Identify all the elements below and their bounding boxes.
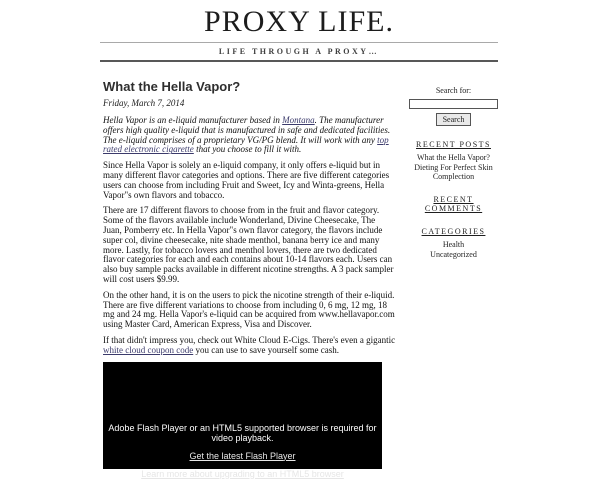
whitecloud-text-2: you can use to save yourself some cash.	[193, 344, 339, 355]
sidebar-post-link-hella-vapor[interactable]: What the Hella Vapor?	[417, 153, 490, 162]
site-header	[100, 5, 498, 62]
post-title: What the Hella Vapor?	[103, 79, 241, 94]
categories-heading: CATEGORIES	[421, 227, 486, 236]
site-tagline: LIFE THROUGH A PROXY…	[218, 47, 380, 56]
paragraph-intro	[103, 116, 396, 155]
montana-link[interactable]: Montana	[282, 115, 315, 125]
category-link-health[interactable]: Health	[442, 240, 465, 249]
recent-comments-widget	[409, 195, 498, 213]
category-link-uncategorized[interactable]: Uncategorized	[430, 250, 477, 259]
site-title: PROXY LIFE.	[204, 5, 394, 38]
page	[100, 5, 498, 479]
electronic-cigarette-link[interactable]: top rated electronic cigarette	[103, 134, 389, 155]
paragraph-nicotine: On the other hand, it is on the users to pick the nicotine strength of their e-liquid. There are five different variations to choose from including 0, 6 mg, 12 mg, 18 mg and 24 mg. Hella Vapor's e-liquid can be acquired from www.hellavapor.com using Master Card, American Express, Visa and Discover.	[103, 289, 395, 330]
sidebar	[409, 79, 498, 469]
intro-text-3: that you choose to fill it with.	[193, 144, 302, 155]
categories-widget	[409, 227, 498, 259]
search-label: Search for:	[435, 86, 472, 95]
recent-posts-widget	[409, 140, 498, 181]
intro-text-2: . The manufacturer offers high quality e-liquid that is manufactured in safe and dedicated facilities. The e-liquid comprises of a proprietary VG/PG blend. It will work with any	[103, 115, 391, 145]
header-divider-top	[100, 42, 498, 43]
paragraph-whitecloud	[103, 336, 396, 356]
post-date: Friday, March 7, 2014	[103, 98, 185, 108]
white-cloud-coupon-link[interactable]: white cloud coupon code	[103, 344, 194, 355]
get-flash-player-link[interactable]: Get the latest Flash Player	[189, 450, 296, 461]
paragraph-flavors-detail: There are 17 different flavors to choose from in the fruit and flavor category. Some of the flavors available include Wonderland, Divine Cheesecake, The Juan, Pomberry etc. In Hella Vapor"s own flavor category, the flavors include super col, divine cheesecake, nite shade menthol, banana berry ice and many more. Lastly, for tobacco lovers and menthol lovers, there are two dedicated flavor categories for each and each contains about 10-14 flavors each. Users can also buy sample packs available in different nicotine strengths. A 3 pack sampler will cost users $9.99.	[103, 205, 394, 284]
video-error-message: Adobe Flash Player or an HTML5 supported browser is required for video playback.	[108, 422, 377, 443]
search-input[interactable]	[409, 99, 498, 109]
content-area	[100, 79, 498, 479]
header-divider-bottom	[100, 60, 498, 62]
search-button[interactable]: Search	[436, 113, 472, 126]
post-article	[100, 79, 396, 479]
recent-posts-heading: RECENT POSTS	[416, 140, 491, 149]
search-widget	[409, 86, 498, 126]
paragraph-flavor-categories: Since Hella Vapor is solely an e-liquid company, it only offers e-liquid but in many different flavor categories and options. There are five different categories users can choose from including Fruit and Sweet, Icy and Winta-greens, Hella Vapor"s own flavors and tobacco.	[103, 160, 390, 200]
whitecloud-text-1: If that didn't impress you, check out White Cloud E-Cigs. There's even a gigantic	[103, 334, 396, 345]
recent-comments-heading: RECENT COMMENTS	[424, 195, 483, 213]
intro-text-1: Hella Vapor is an e-liquid manufacturer based in	[103, 115, 283, 125]
video-player	[103, 362, 382, 479]
sidebar-post-link-dieting[interactable]: Dieting For Perfect Skin Complection	[414, 163, 493, 181]
html5-upgrade-link[interactable]: Learn more about upgrading to an HTML5 browser	[141, 468, 344, 479]
